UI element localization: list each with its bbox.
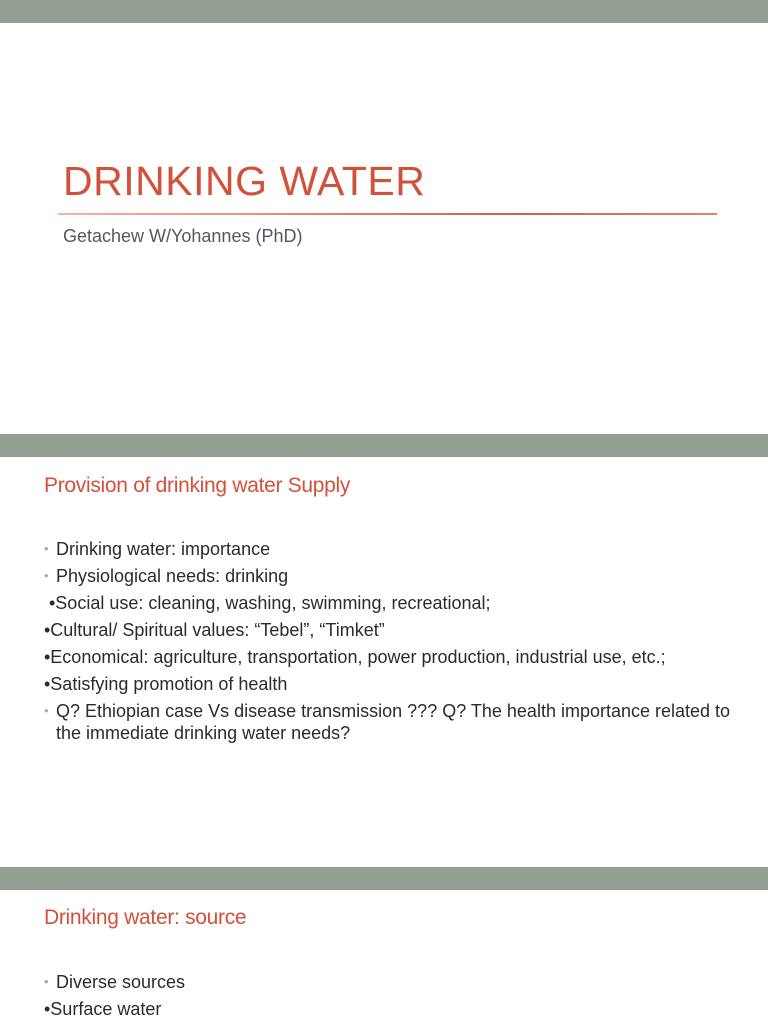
bullet-item: • Drinking water: importance — [44, 539, 271, 559]
bullet-item: • Q? Ethiopian case Vs disease transmission ??? Q? The health importance related to the immediate drinking water needs? — [44, 701, 731, 743]
bullet-item: •Social use: cleaning, washing, swimming, recreational; — [44, 593, 491, 613]
bullet-marker-icon: • — [44, 974, 49, 989]
bullet-item: •Surface water — [44, 999, 162, 1019]
slide-header-bar — [0, 0, 768, 23]
bullet-marker-icon: • — [44, 703, 49, 718]
slide-header-bar — [0, 434, 768, 457]
presentation-author: Getachew W/Yohannes (PhD) — [63, 226, 303, 246]
slide-title: Drinking water: source — [44, 906, 247, 929]
bullet-item: •Satisfying promotion of health — [44, 674, 288, 694]
bullet-item: •Cultural/ Spiritual values: “Tebel”, “Timket” — [44, 620, 385, 640]
bullet-item: • Diverse sources — [44, 972, 186, 992]
bullet-item: • Physiological needs: drinking — [44, 566, 289, 586]
bullet-marker-icon: • — [44, 541, 49, 556]
title-divider — [58, 213, 717, 215]
bullet-list — [44, 538, 734, 749]
slide-title — [0, 0, 768, 434]
slide-title: Provision of drinking water Supply — [44, 474, 351, 497]
slide-header-bar — [0, 867, 768, 890]
bullet-marker-icon: • — [44, 568, 49, 583]
slide-source — [0, 867, 768, 1024]
bullet-list — [44, 971, 734, 1024]
presentation-title: DRINKING WATER — [63, 158, 426, 204]
bullet-item: •Economical: agriculture, transportation, power production, industrial use, etc.; — [44, 647, 666, 667]
slide-provision — [0, 434, 768, 867]
